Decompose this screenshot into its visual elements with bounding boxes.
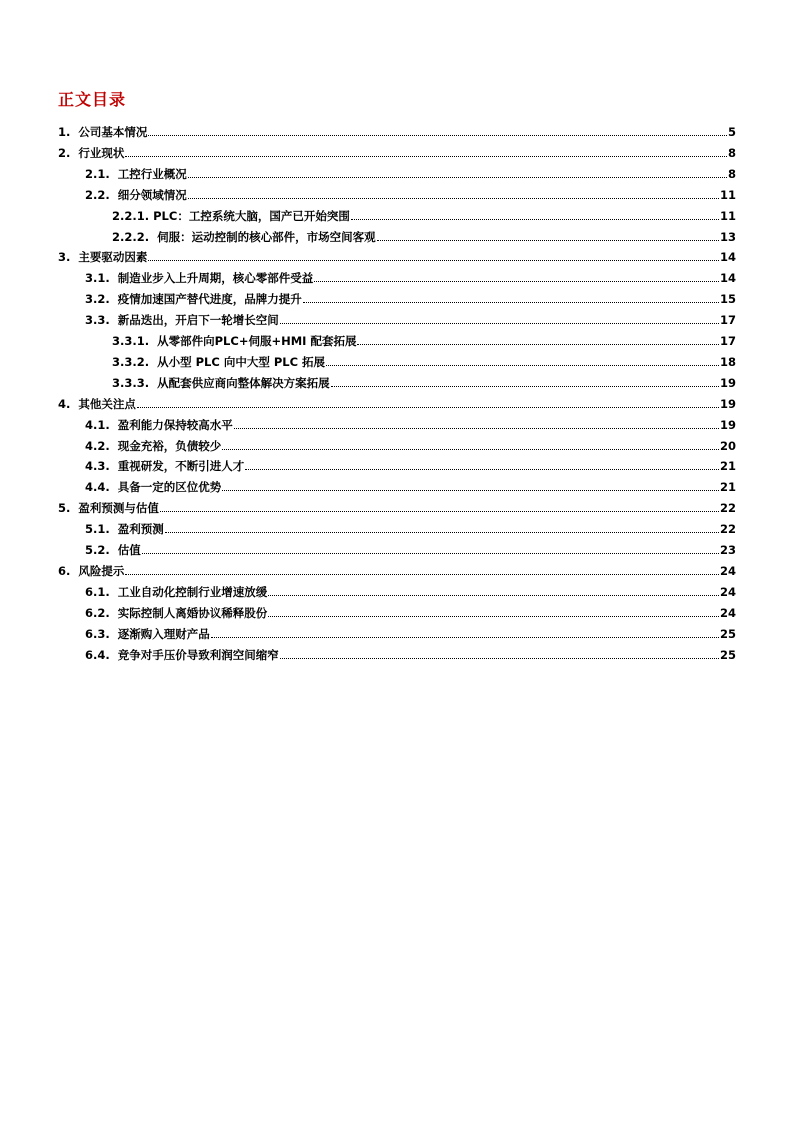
toc-entry-page: 24 [719, 563, 736, 578]
toc-entry-title: 其他关注点 [78, 396, 136, 411]
toc-entry-page: 8 [727, 166, 736, 181]
toc-entry-page: 13 [719, 229, 736, 244]
toc-entry-number: 3. [58, 250, 79, 265]
toc-entry-number: 5. [58, 501, 79, 516]
toc-entry-page: 23 [719, 543, 736, 557]
toc-entry-number: 6. [58, 563, 79, 578]
toc-entry-number: 2.2.1. [112, 208, 154, 223]
toc-dot-leader [326, 365, 719, 366]
toc-entry[interactable] [85, 286, 736, 306]
toc-dot-leader [211, 637, 719, 638]
toc-entry-page: 14 [719, 250, 736, 265]
toc-entry-number: 4.4. [85, 480, 118, 495]
toc-dot-leader [331, 386, 719, 387]
toc-entry-title: 行业现状 [78, 145, 125, 160]
toc-dot-leader [188, 198, 719, 199]
toc-entry-page: 14 [719, 271, 736, 286]
toc-entry-number: 3.3.1. [112, 334, 158, 348]
toc-entry-number: 3.2. [85, 292, 118, 307]
toc-entry[interactable] [112, 328, 736, 348]
toc-entry-number: 5.2. [85, 543, 118, 557]
toc-dot-leader [160, 511, 719, 512]
toc-entry-title: 疫情加速国产替代进度，品牌力提升 [117, 292, 302, 307]
toc-entry-page: 17 [719, 334, 736, 348]
toc-entry-number: 6.1. [85, 584, 118, 599]
toc-entry[interactable] [58, 495, 736, 515]
toc-entry-page: 21 [719, 459, 736, 474]
toc-dot-leader [303, 302, 719, 303]
toc-dot-leader [377, 240, 719, 241]
toc-dot-leader [222, 490, 719, 491]
toc-entry[interactable] [112, 349, 736, 369]
toc-entry-page: 17 [719, 313, 736, 328]
toc-dot-leader [222, 449, 719, 450]
toc-entry-page: 11 [719, 187, 736, 202]
toc-entry[interactable] [58, 244, 736, 264]
toc-dot-leader [357, 344, 719, 345]
toc-entry-number: 4.1. [85, 417, 118, 432]
toc-entry-number: 4. [58, 396, 79, 411]
toc-entry-number: 2.1. [85, 166, 118, 181]
toc-entry[interactable] [85, 307, 736, 327]
toc-dot-leader [268, 616, 719, 617]
toc-entry[interactable] [85, 537, 736, 557]
toc-dot-leader [137, 407, 719, 408]
toc-entry-number: 4.3. [85, 459, 118, 474]
toc-entry-number: 3.3.2. [112, 354, 158, 369]
toc-dot-leader [125, 574, 719, 575]
toc-entry-number: 4.2. [85, 438, 118, 453]
toc-entry[interactable] [85, 182, 736, 202]
toc-entry-page: 18 [719, 354, 736, 369]
toc-dot-leader [142, 553, 719, 554]
toc-entry[interactable] [85, 161, 736, 181]
toc-entry-number: 2. [58, 145, 79, 160]
toc-entry[interactable] [85, 621, 736, 641]
toc-entry-title: 伺服：运动控制的核心部件，市场空间客观 [157, 229, 376, 244]
toc-entry[interactable] [112, 203, 736, 223]
toc-dot-leader [234, 428, 719, 429]
toc-entry-title: 工控行业概况 [117, 166, 187, 181]
toc-dot-leader [314, 281, 719, 282]
toc-entry-number: 3.3. [85, 313, 118, 328]
toc-entry-page: 24 [719, 584, 736, 599]
toc-entry[interactable] [85, 642, 736, 662]
toc-entry-page: 19 [719, 375, 736, 390]
toc-entry[interactable] [58, 119, 736, 139]
toc-entry-page: 20 [719, 438, 736, 453]
toc-entry-page: 24 [719, 605, 736, 620]
toc-entry[interactable] [85, 265, 736, 285]
toc-entry-title: 制造业步入上升周期，核心零部件受益 [117, 271, 314, 286]
toc-entry[interactable] [85, 474, 736, 494]
toc-entry-number: 3.1. [85, 271, 118, 286]
toc-entry-title: 细分领域情况 [117, 187, 187, 202]
toc-entry[interactable] [85, 579, 736, 599]
toc-entry-page: 19 [719, 396, 736, 411]
toc-entry-title: 盈利预测与估值 [78, 501, 159, 516]
toc-entry-number: 6.3. [85, 626, 118, 641]
toc-entry-page: 15 [719, 292, 736, 307]
toc-dot-leader [351, 219, 719, 220]
toc-dot-leader [165, 532, 719, 533]
toc-entry-title: 新品迭出，开启下一轮增长空间 [117, 313, 279, 328]
toc-entry[interactable] [85, 600, 736, 620]
toc-entry-page: 25 [719, 626, 736, 641]
toc-entry-number: 5.1. [85, 522, 118, 537]
toc-entry-number: 1. [58, 125, 79, 139]
toc-entry-page: 25 [719, 647, 736, 662]
toc-entry[interactable] [85, 453, 736, 473]
toc-entry-title: 盈利预测 [117, 522, 164, 537]
toc-entry[interactable] [85, 412, 736, 432]
toc-dot-leader [245, 469, 719, 470]
toc-entry-page: 22 [719, 501, 736, 516]
toc-entry-title: 盈利能力保持较高水平 [117, 417, 233, 432]
toc-entry[interactable] [58, 140, 736, 160]
toc-entry[interactable] [58, 558, 736, 578]
toc-dot-leader [125, 156, 727, 157]
toc-entry-title: 现金充裕，负债较少 [117, 438, 222, 453]
toc-entry-title: PLC：工控系统大脑，国产已开始突围 [153, 208, 350, 223]
toc-entry-page: 19 [719, 417, 736, 432]
toc-entry-title: 实际控制人离婚协议稀释股份 [117, 605, 268, 620]
toc-entry-title: 主要驱动因素 [78, 250, 148, 265]
toc-entry-title: 竞争对手压价导致利润空间缩窄 [117, 647, 279, 662]
toc-dot-leader [268, 595, 719, 596]
page-title: 正文目录 [58, 90, 127, 109]
toc-entry-number: 3.3.3. [112, 375, 158, 390]
toc-entry-title: 具备一定的区位优势 [117, 480, 222, 495]
toc-entry-title: 从零部件向PLC+伺服+HMI 配套拓展 [157, 334, 357, 348]
toc-entry-number: 6.4. [85, 647, 118, 662]
toc-entry-page: 8 [727, 145, 736, 160]
toc-entry-page: 11 [719, 208, 736, 223]
toc-entry-page: 22 [719, 522, 736, 537]
toc-entry[interactable] [85, 433, 736, 453]
toc-entry-title: 公司基本情况 [78, 125, 148, 139]
toc-entry-page: 21 [719, 480, 736, 495]
toc-entry[interactable] [58, 391, 736, 411]
toc-dot-leader [280, 658, 719, 659]
toc-entry-title: 估值 [117, 543, 141, 557]
toc-entry[interactable] [112, 224, 736, 244]
toc-entry-number: 6.2. [85, 605, 118, 620]
toc-entry-title: 逐渐购入理财产品 [117, 626, 210, 641]
toc-entry[interactable] [112, 370, 736, 390]
toc-entry-title: 从配套供应商向整体解决方案拓展 [157, 375, 330, 390]
toc-dot-leader [148, 135, 727, 136]
toc-entry[interactable] [85, 516, 736, 536]
toc-dot-leader [188, 177, 727, 178]
toc-entry-title: 工业自动化控制行业增速放缓 [117, 584, 268, 599]
toc-entry-number: 2.2. [85, 187, 118, 202]
toc-entry-title: 从小型 PLC 向中大型 PLC 拓展 [157, 354, 326, 369]
toc-entry-title: 重视研发，不断引进人才 [117, 459, 245, 474]
toc-entry-title: 风险提示 [78, 563, 125, 578]
toc-dot-leader [148, 260, 719, 261]
toc-entry-page: 5 [727, 125, 736, 139]
toc-entry-number: 2.2.2. [112, 229, 158, 244]
toc-dot-leader [280, 323, 719, 324]
